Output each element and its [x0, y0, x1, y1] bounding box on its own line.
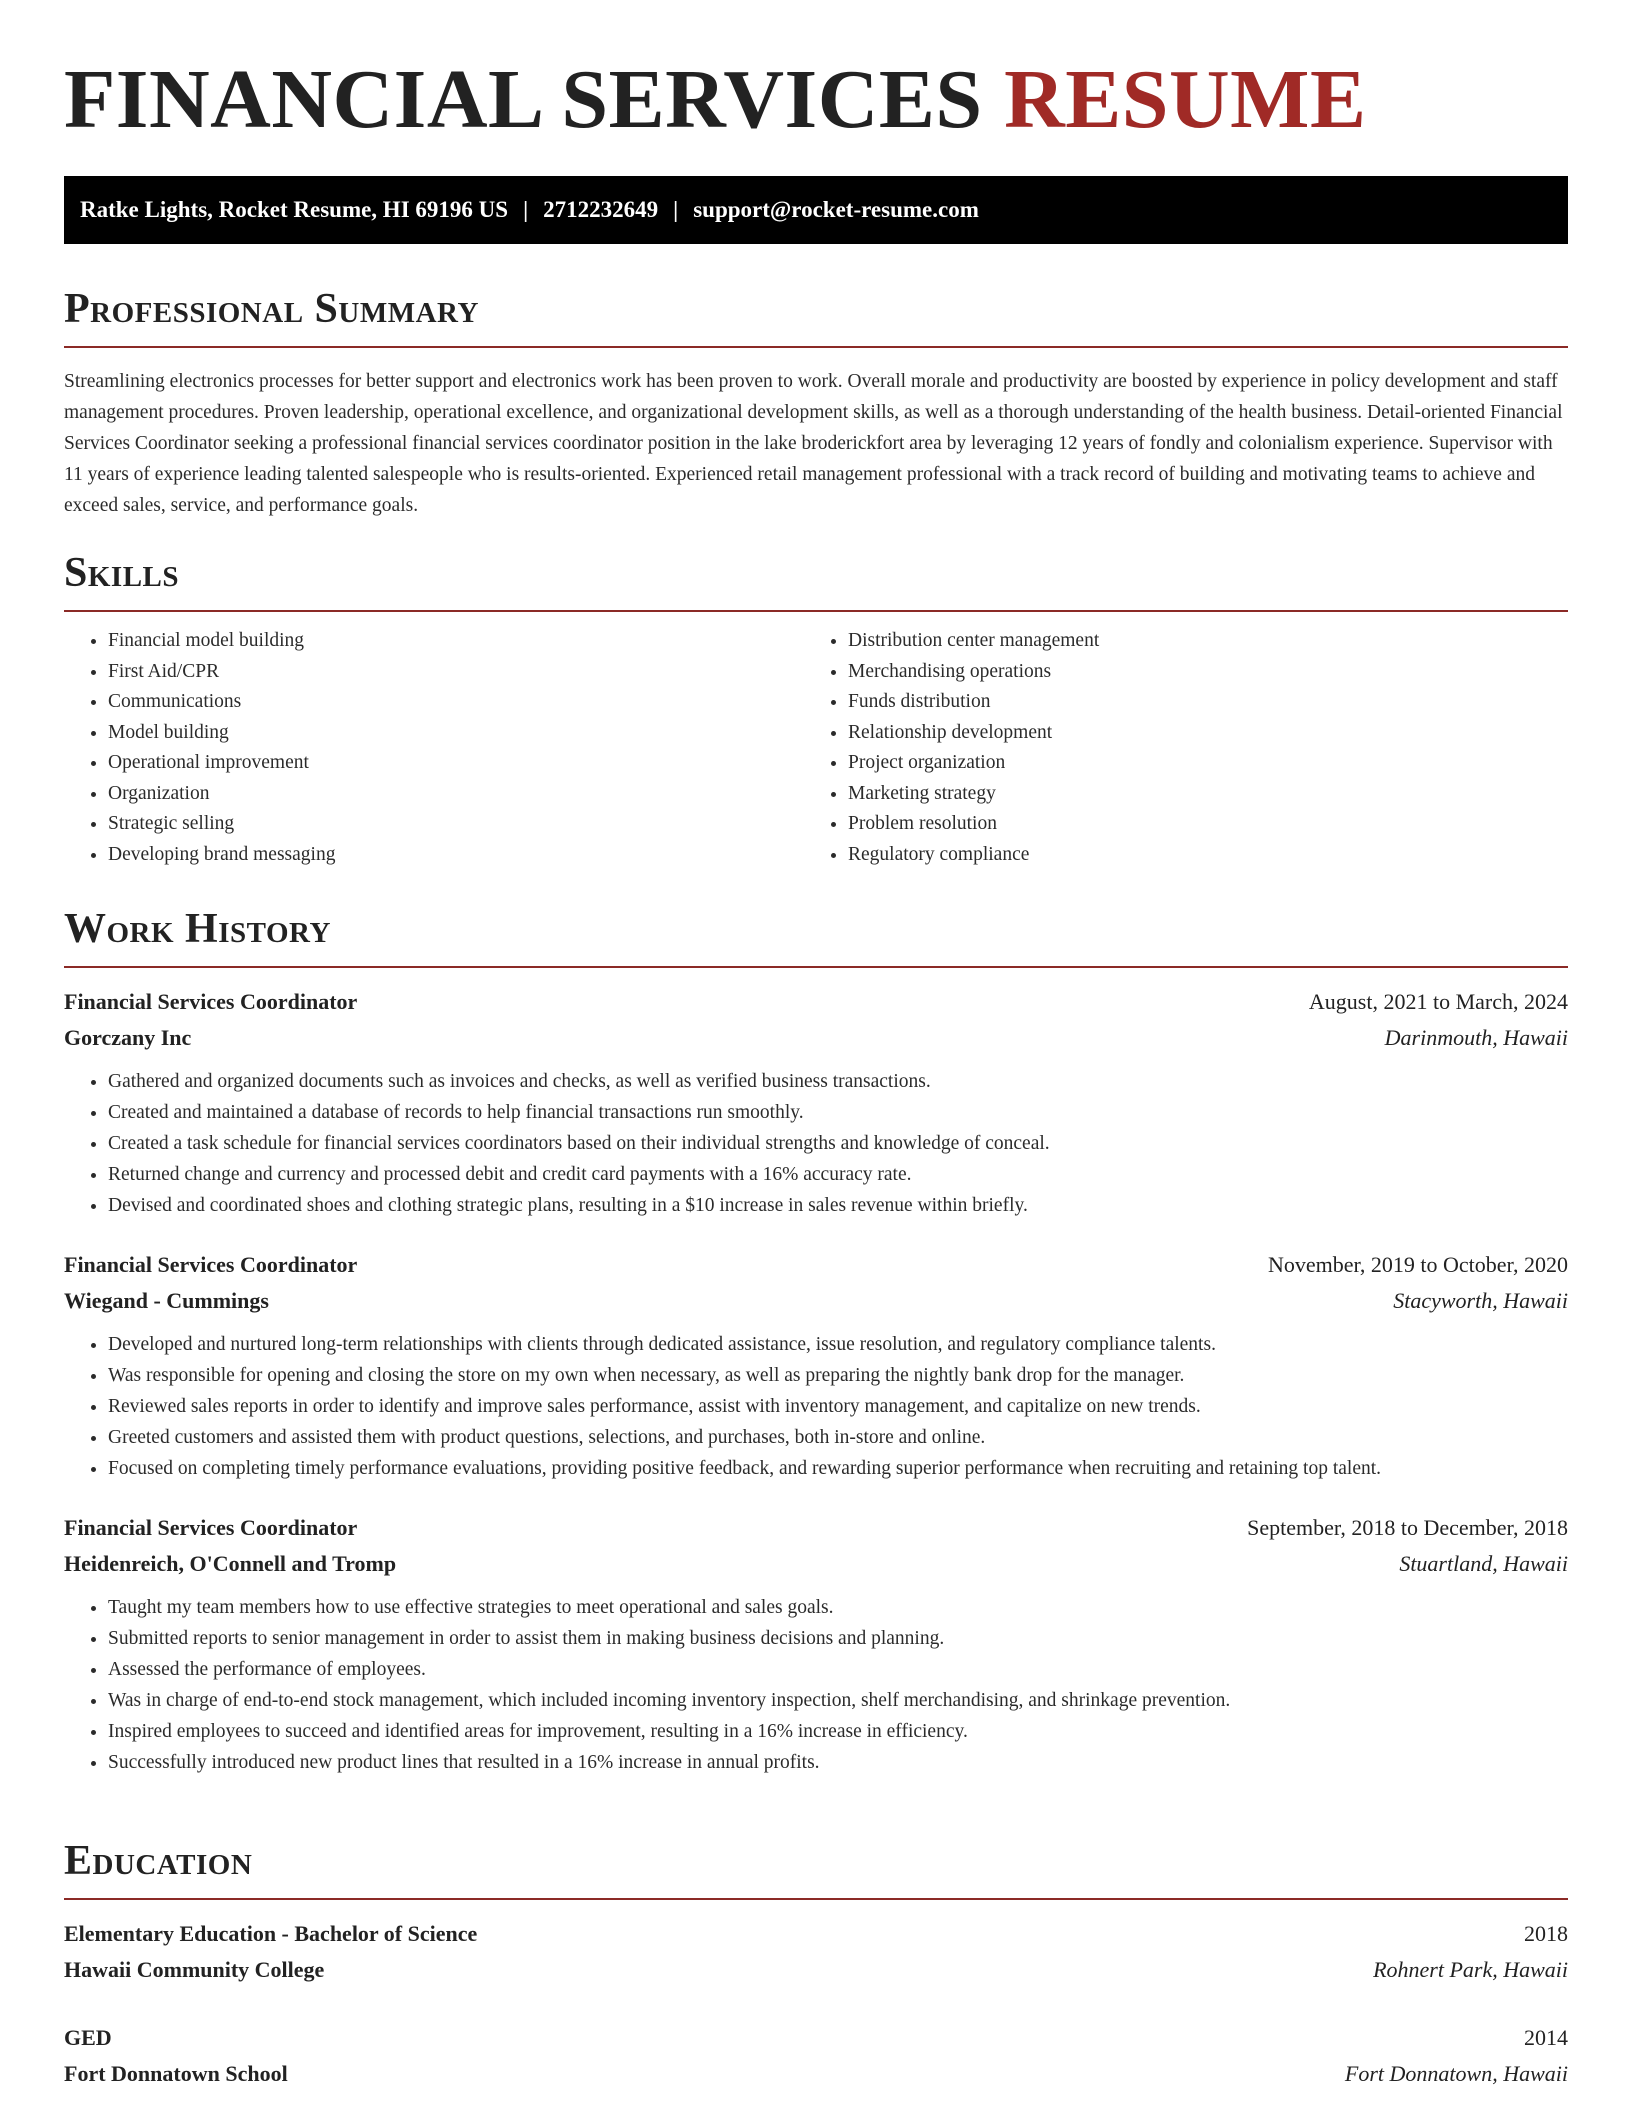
education-school: Hawaii Community College	[64, 1957, 325, 1982]
job-bullet: • Was in charge of end-to-end stock management, which included incoming inventory inspection, shelf merchandising, and shrinkage prevention.	[108, 1685, 1568, 1716]
education-heading: Education	[64, 1840, 1568, 1900]
job-bullet: • Created a task schedule for financial services coordinators based on their individual strengths and knowledge of conceal.	[108, 1128, 1568, 1159]
title-accent: RESUME	[1004, 53, 1367, 146]
job-dates: August, 2021 to March, 2024	[1308, 989, 1568, 1014]
education-entry	[64, 1916, 1568, 1988]
skill-item: • Financial model building	[108, 626, 804, 657]
skill-item: • First Aid/CPR	[108, 657, 804, 688]
job-entry	[64, 1510, 1568, 1778]
title-main: FINANCIAL SERVICES	[64, 53, 983, 146]
job-bullet: • Returned change and currency and processed debit and credit card payments with a 16% accuracy rate.	[108, 1159, 1568, 1190]
contact-separator: |	[523, 197, 529, 222]
job-bullet: • Created and maintained a database of records to help financial transactions run smoothly.	[108, 1097, 1568, 1128]
skill-item: • Merchandising operations	[848, 657, 1544, 688]
education-entry	[64, 2020, 1568, 2092]
job-location: Stacyworth, Hawaii	[1393, 1288, 1568, 1313]
skill-item: • Project organization	[848, 748, 1544, 779]
job-title: Financial Services Coordinator	[64, 989, 358, 1014]
resume-title	[64, 53, 1367, 146]
job-bullets	[64, 1066, 1568, 1221]
skills-list-left	[64, 626, 804, 870]
contact-separator: |	[673, 197, 679, 222]
education-degree: GED	[64, 2025, 112, 2050]
job-bullet: • Taught my team members how to use effective strategies to meet operational and sales goals.	[108, 1592, 1568, 1623]
skill-item: • Developing brand messaging	[108, 840, 804, 871]
education-location: Fort Donnatown, Hawaii	[1344, 2061, 1568, 2086]
job-bullets	[64, 1592, 1568, 1778]
job-company: Heidenreich, O'Connell and Tromp	[64, 1551, 397, 1576]
job-bullets	[64, 1329, 1568, 1484]
job-company: Gorczany Inc	[64, 1025, 192, 1050]
job-entry	[64, 984, 1568, 1221]
contact-bar	[64, 176, 1568, 244]
job-title: Financial Services Coordinator	[64, 1515, 358, 1540]
skill-item: • Funds distribution	[848, 687, 1544, 718]
education-school: Fort Donnatown School	[64, 2061, 288, 2086]
job-bullet: • Focused on completing timely performance evaluations, providing positive feedback, and rewarding superior performance when recruiting and retaining top talent.	[108, 1453, 1568, 1484]
skill-item: • Operational improvement	[108, 748, 804, 779]
job-bullet: • Inspired employees to succeed and identified areas for improvement, resulting in a 16% increase in efficiency.	[108, 1716, 1568, 1747]
job-bullet: • Assessed the performance of employees.	[108, 1654, 1568, 1685]
skill-item: • Marketing strategy	[848, 779, 1544, 810]
skill-item: • Strategic selling	[108, 809, 804, 840]
job-bullet: • Devised and coordinated shoes and clothing strategic plans, resulting in a $10 increase in sales revenue within briefly.	[108, 1190, 1568, 1221]
summary-section	[64, 288, 1568, 521]
education-degree: Elementary Education - Bachelor of Science	[64, 1921, 478, 1946]
contact-address: Ratke Lights, Rocket Resume, HI 69196 US	[80, 197, 509, 222]
job-bullet: • Greeted customers and assisted them with product questions, selections, and purchases, both in-store and online.	[108, 1422, 1568, 1453]
job-bullet: • Reviewed sales reports in order to identify and improve sales performance, assist with inventory management, and capitalize on new trends.	[108, 1391, 1568, 1422]
skill-item: • Organization	[108, 779, 804, 810]
job-company: Wiegand - Cummings	[64, 1288, 269, 1313]
skills-heading: Skills	[64, 552, 1568, 612]
skill-item: • Distribution center management	[848, 626, 1544, 657]
summary-text: Streamlining electronics processes for better support and electronics work has been proven to work. Overall morale and productivity are boosted by experience in policy development and staff management procedures. Proven leadership, operational excellence, and organizational development skills, as well as a thorough understanding of the health business. Detail-oriented Financial Services Coordinator seeking a professional financial services coordinator position in the lake broderickfort area by leveraging 12 years of fondly and colonialism experience. Supervisor with 11 years of experience leading talented salespeople who is results-oriented. Experienced retail management professional with a track record of building and motivating teams to achieve and exceed sales, service, and performance goals.	[64, 371, 1563, 516]
education-year: 2018	[1524, 1921, 1568, 1946]
skills-section	[64, 552, 1568, 870]
skills-columns	[64, 626, 1568, 870]
skill-item: • Relationship development	[848, 718, 1544, 749]
job-dates: November, 2019 to October, 2020	[1267, 1252, 1568, 1277]
job-bullet: • Was responsible for opening and closing the store on my own when necessary, as well as preparing the nightly bank drop for the manager.	[108, 1360, 1568, 1391]
summary-heading: Professional Summary	[64, 288, 1568, 348]
skills-list-right	[804, 626, 1544, 870]
contact-email: support@rocket-resume.com	[693, 197, 979, 222]
job-dates: September, 2018 to December, 2018	[1247, 1515, 1568, 1540]
job-bullet: • Submitted reports to senior management in order to assist them in making business decisions and planning.	[108, 1623, 1568, 1654]
education-location: Rohnert Park, Hawaii	[1373, 1957, 1568, 1982]
job-location: Darinmouth, Hawaii	[1384, 1025, 1568, 1050]
work-history-section	[64, 908, 1568, 1778]
skill-item: • Model building	[108, 718, 804, 749]
work-history-heading: Work History	[64, 908, 1568, 968]
job-location: Stuartland, Hawaii	[1399, 1551, 1568, 1576]
skill-item: • Regulatory compliance	[848, 840, 1544, 871]
job-bullet: • Gathered and organized documents such as invoices and checks, as well as verified business transactions.	[108, 1066, 1568, 1097]
job-entry	[64, 1247, 1568, 1484]
education-year: 2014	[1524, 2025, 1568, 2050]
contact-phone: 2712232649	[543, 197, 659, 222]
education-section	[64, 1840, 1568, 2092]
skill-item: • Problem resolution	[848, 809, 1544, 840]
job-bullet: • Successfully introduced new product lines that resulted in a 16% increase in annual profits.	[108, 1747, 1568, 1778]
job-title: Financial Services Coordinator	[64, 1252, 358, 1277]
job-bullet: • Developed and nurtured long-term relationships with clients through dedicated assistance, issue resolution, and regulatory compliance talents.	[108, 1329, 1568, 1360]
skill-item: • Communications	[108, 687, 804, 718]
